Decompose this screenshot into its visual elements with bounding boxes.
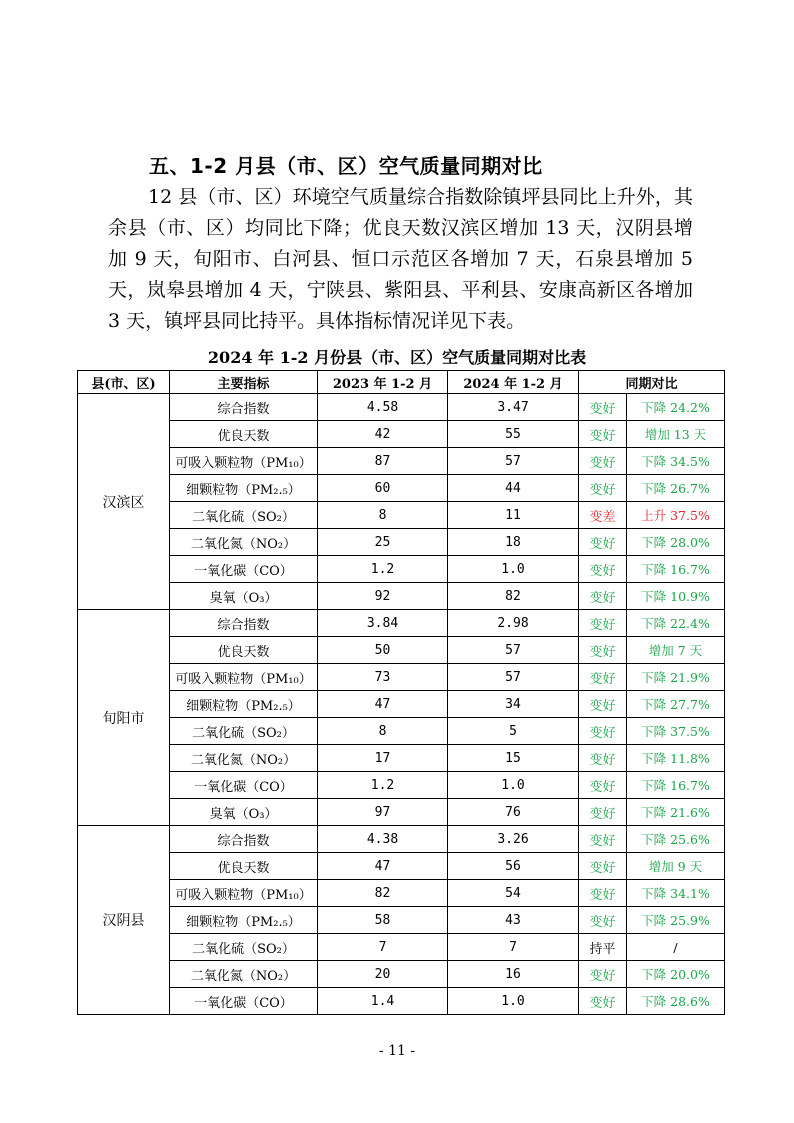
value-2023-cell: 50 [318, 637, 448, 664]
indicator-cell: 细颗粒物（PM₂.₅） [170, 475, 318, 502]
county-cell: 旬阳市 [78, 610, 170, 826]
status-cell: 变好 [579, 664, 627, 691]
table-row [78, 394, 725, 421]
value-2024-cell: 15 [448, 745, 579, 772]
header-indicator: 主要指标 [170, 371, 318, 394]
value-2023-cell: 7 [318, 934, 448, 961]
value-2023-cell: 20 [318, 961, 448, 988]
change-cell: 下降 37.5% [627, 718, 725, 745]
change-cell: 下降 10.9% [627, 583, 725, 610]
indicator-cell: 二氧化硫（SO₂） [170, 718, 318, 745]
page-number: - 11 - [378, 1043, 416, 1059]
indicator-cell: 可吸入颗粒物（PM₁₀） [170, 448, 318, 475]
change-cell: 下降 34.1% [627, 880, 725, 907]
indicator-cell: 二氧化氮（NO₂） [170, 745, 318, 772]
status-cell: 变好 [579, 475, 627, 502]
status-cell: 持平 [579, 934, 627, 961]
value-2023-cell: 1.2 [318, 772, 448, 799]
value-2024-cell: 1.0 [448, 556, 579, 583]
table-row [78, 448, 725, 475]
table-row [78, 907, 725, 934]
table-row [78, 475, 725, 502]
table-row [78, 718, 725, 745]
status-cell: 变好 [579, 745, 627, 772]
value-2023-cell: 47 [318, 853, 448, 880]
value-2024-cell: 1.0 [448, 988, 579, 1015]
table-header-row [78, 371, 725, 394]
value-2023-cell: 8 [318, 502, 448, 529]
status-cell: 变好 [579, 880, 627, 907]
indicator-cell: 二氧化氮（NO₂） [170, 961, 318, 988]
change-cell: 下降 11.8% [627, 745, 725, 772]
status-cell: 变好 [579, 907, 627, 934]
value-2023-cell: 92 [318, 583, 448, 610]
change-cell: 下降 16.7% [627, 556, 725, 583]
change-cell: 下降 20.0% [627, 961, 725, 988]
status-cell: 变好 [579, 772, 627, 799]
value-2024-cell: 3.47 [448, 394, 579, 421]
value-2024-cell: 1.0 [448, 772, 579, 799]
indicator-cell: 二氧化硫（SO₂） [170, 934, 318, 961]
status-cell: 变好 [579, 853, 627, 880]
table-body [78, 394, 725, 1015]
indicator-cell: 细颗粒物（PM₂.₅） [170, 691, 318, 718]
indicator-cell: 二氧化氮（NO₂） [170, 529, 318, 556]
change-cell: 下降 25.6% [627, 826, 725, 853]
change-cell: 增加 13 天 [627, 421, 725, 448]
status-cell: 变好 [579, 961, 627, 988]
change-cell: 增加 9 天 [627, 853, 725, 880]
change-cell: 下降 24.2% [627, 394, 725, 421]
value-2024-cell: 57 [448, 664, 579, 691]
indicator-cell: 可吸入颗粒物（PM₁₀） [170, 664, 318, 691]
status-cell: 变好 [579, 718, 627, 745]
header-2023: 2023 年 1-2 月 [318, 371, 448, 394]
table-row [78, 799, 725, 826]
section-heading: 五、1-2 月县（市、区）空气质量同期对比 [149, 154, 543, 178]
change-cell: 下降 21.6% [627, 799, 725, 826]
change-cell: 下降 22.4% [627, 610, 725, 637]
value-2023-cell: 73 [318, 664, 448, 691]
status-cell: 变好 [579, 691, 627, 718]
table-row [78, 583, 725, 610]
change-cell: 增加 7 天 [627, 637, 725, 664]
body-paragraph: 12 县（市、区）环境空气质量综合指数除镇坪县同比上升外，其余县（市、区）均同比下降；优良天数汉滨区增加 13 天，汉阴县增加 9 天，旬阳市、白河县、恒口示范区各增加 7 天，石泉县增加 5 天，岚皋县增加 4 天，宁陕县、紫阳县、平利县、安康高新区各增加 3 天，镇坪县同比持平。具体指标情况详见下表。 [108, 186, 693, 332]
status-cell: 变好 [579, 394, 627, 421]
indicator-cell: 综合指数 [170, 610, 318, 637]
table-row [78, 826, 725, 853]
indicator-cell: 臭氧（O₃） [170, 583, 318, 610]
status-cell: 变好 [579, 529, 627, 556]
status-cell: 变好 [579, 421, 627, 448]
indicator-cell: 综合指数 [170, 826, 318, 853]
status-cell: 变好 [579, 988, 627, 1015]
value-2023-cell: 25 [318, 529, 448, 556]
value-2024-cell: 3.26 [448, 826, 579, 853]
value-2024-cell: 54 [448, 880, 579, 907]
value-2024-cell: 57 [448, 448, 579, 475]
value-2023-cell: 58 [318, 907, 448, 934]
county-cell: 汉阴县 [78, 826, 170, 1015]
table-row [78, 853, 725, 880]
indicator-cell: 综合指数 [170, 394, 318, 421]
indicator-cell: 优良天数 [170, 421, 318, 448]
value-2024-cell: 55 [448, 421, 579, 448]
change-cell: 上升 37.5% [627, 502, 725, 529]
value-2024-cell: 7 [448, 934, 579, 961]
value-2023-cell: 97 [318, 799, 448, 826]
table-row [78, 880, 725, 907]
value-2024-cell: 11 [448, 502, 579, 529]
header-2024: 2024 年 1-2 月 [448, 371, 579, 394]
table-caption: 2024 年 1-2 月份县（市、区）空气质量同期对比表 [207, 348, 587, 367]
status-cell: 变好 [579, 637, 627, 664]
table-row [78, 664, 725, 691]
value-2024-cell: 5 [448, 718, 579, 745]
table-row [78, 988, 725, 1015]
indicator-cell: 一氧化碳（CO） [170, 772, 318, 799]
value-2023-cell: 60 [318, 475, 448, 502]
table-row [78, 502, 725, 529]
value-2024-cell: 16 [448, 961, 579, 988]
table-row [78, 934, 725, 961]
value-2023-cell: 17 [318, 745, 448, 772]
value-2023-cell: 8 [318, 718, 448, 745]
value-2023-cell: 1.2 [318, 556, 448, 583]
table-row [78, 529, 725, 556]
status-cell: 变好 [579, 826, 627, 853]
indicator-cell: 二氧化硫（SO₂） [170, 502, 318, 529]
value-2024-cell: 2.98 [448, 610, 579, 637]
table-row [78, 637, 725, 664]
value-2024-cell: 57 [448, 637, 579, 664]
table-row [78, 691, 725, 718]
table-row [78, 421, 725, 448]
value-2024-cell: 34 [448, 691, 579, 718]
indicator-cell: 臭氧（O₃） [170, 799, 318, 826]
change-cell: 下降 27.7% [627, 691, 725, 718]
value-2024-cell: 44 [448, 475, 579, 502]
table-row [78, 556, 725, 583]
value-2024-cell: 18 [448, 529, 579, 556]
status-cell: 变好 [579, 556, 627, 583]
status-cell: 变好 [579, 799, 627, 826]
change-cell: 下降 25.9% [627, 907, 725, 934]
value-2023-cell: 42 [318, 421, 448, 448]
value-2023-cell: 47 [318, 691, 448, 718]
air-quality-table [77, 370, 725, 1015]
indicator-cell: 一氧化碳（CO） [170, 556, 318, 583]
value-2024-cell: 43 [448, 907, 579, 934]
county-cell: 汉滨区 [78, 394, 170, 610]
indicator-cell: 优良天数 [170, 853, 318, 880]
table-row [78, 610, 725, 637]
table-row [78, 772, 725, 799]
status-cell: 变差 [579, 502, 627, 529]
value-2024-cell: 56 [448, 853, 579, 880]
value-2023-cell: 4.58 [318, 394, 448, 421]
change-cell: 下降 34.5% [627, 448, 725, 475]
value-2023-cell: 3.84 [318, 610, 448, 637]
table-row [78, 961, 725, 988]
table-row [78, 745, 725, 772]
indicator-cell: 一氧化碳（CO） [170, 988, 318, 1015]
status-cell: 变好 [579, 448, 627, 475]
change-cell: 下降 16.7% [627, 772, 725, 799]
change-cell: 下降 28.0% [627, 529, 725, 556]
change-cell: 下降 21.9% [627, 664, 725, 691]
header-comparison: 同期对比 [579, 371, 725, 394]
change-cell: / [627, 934, 725, 961]
value-2023-cell: 4.38 [318, 826, 448, 853]
change-cell: 下降 28.6% [627, 988, 725, 1015]
value-2023-cell: 82 [318, 880, 448, 907]
value-2024-cell: 82 [448, 583, 579, 610]
value-2024-cell: 76 [448, 799, 579, 826]
status-cell: 变好 [579, 610, 627, 637]
change-cell: 下降 26.7% [627, 475, 725, 502]
indicator-cell: 细颗粒物（PM₂.₅） [170, 907, 318, 934]
value-2023-cell: 1.4 [318, 988, 448, 1015]
status-cell: 变好 [579, 583, 627, 610]
indicator-cell: 可吸入颗粒物（PM₁₀） [170, 880, 318, 907]
indicator-cell: 优良天数 [170, 637, 318, 664]
header-county: 县(市、区) [78, 371, 170, 394]
value-2023-cell: 87 [318, 448, 448, 475]
